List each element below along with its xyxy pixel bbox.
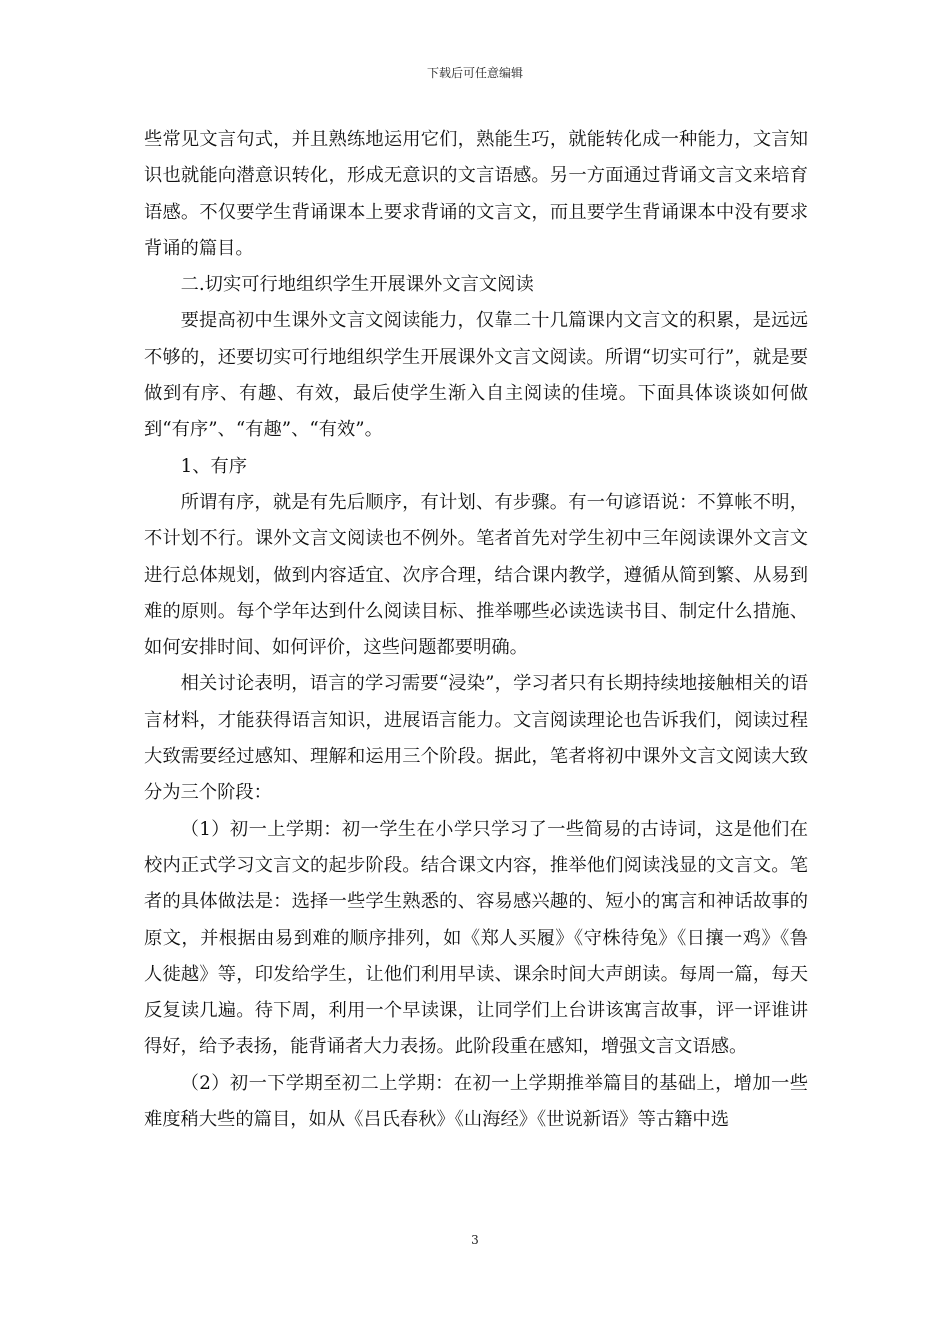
page-header: 下载后可任意编辑 xyxy=(426,66,523,80)
page-number: 3 xyxy=(471,1233,479,1247)
paragraph: （1）初一上学期：初一学生在小学只学习了一些简易的古诗词，这是他们在校内正式学习文言文的起步阶段。结合课文内容，推举他们阅读浅显的文言文。笔者的具体做法是：选择一些学生熟悉的、容易感兴趣的、短小的寓言和神话故事的原文，并根据由易到难的顺序排列，如《郑人买履》《守株待兔》《日攘一鸡》《鲁人徙越》等，印发给学生，让他们利用早读、课余时间大声朗读。每周一篇，每天反复读几遍。待下周，利用一个早读课，让同学们上台讲该寓言故事，评一评谁讲得好，给予表扬，能背诵者大力表扬。此阶段重在感知，增强文言文语感。 xyxy=(144,818,808,1058)
paragraph: 相关讨论表明，语言的学习需要“浸染”，学习者只有长期持续地接触相关的语言材料，才能获得语言知识，进展语言能力。文言阅读理论也告诉我们，阅读过程大致需要经过感知、理解和运用三个阶段。据此，笔者将初中课外文言文阅读大致分为三个阶段： xyxy=(144,673,808,804)
subsection-heading: 1、有序 xyxy=(180,455,248,477)
document-body xyxy=(144,122,808,1138)
paragraph: 要提高初中生课外文言文阅读能力，仅靠二十几篇课内文言文的积累，是远远不够的，还要切实可行地组织学生开展课外文言文阅读。所谓“切实可行”，就是要做到有序、有趣、有效，最后使学生渐入自主阅读的佳境。下面具体谈谈如何做到“有序”、“有趣”、“有效”。 xyxy=(144,310,808,441)
paragraph: 所谓有序，就是有先后顺序，有计划、有步骤。有一句谚语说：不算帐不明，不计划不行。课外文言文阅读也不例外。笔者首先对学生初中三年阅读课外文言文进行总体规划，做到内容适宜、次序合理，结合课内教学，遵循从简到繁、从易到难的原则。每个学年达到什么阅读目标、推举哪些必读选读书目、制定什么措施、如何安排时间、如何评价，这些问题都要明确。 xyxy=(144,491,808,659)
paragraph: （2）初一下学期至初二上学期：在初一上学期推举篇目的基础上，增加一些难度稍大些的篇目，如从《吕氏春秋》《山海经》《世说新语》等古籍中选 xyxy=(144,1072,808,1131)
paragraph-continuation: 些常见文言句式，并且熟练地运用它们，熟能生巧，就能转化成一种能力，文言知识也就能向潜意识转化，形成无意识的文言语感。另一方面通过背诵文言文来培育语感。不仅要学生背诵课本上要求背诵的文言文，而且要学生背诵课本中没有要求背诵的篇目。 xyxy=(144,129,808,259)
section-heading: 二.切实可行地组织学生开展课外文言文阅读 xyxy=(180,274,534,296)
